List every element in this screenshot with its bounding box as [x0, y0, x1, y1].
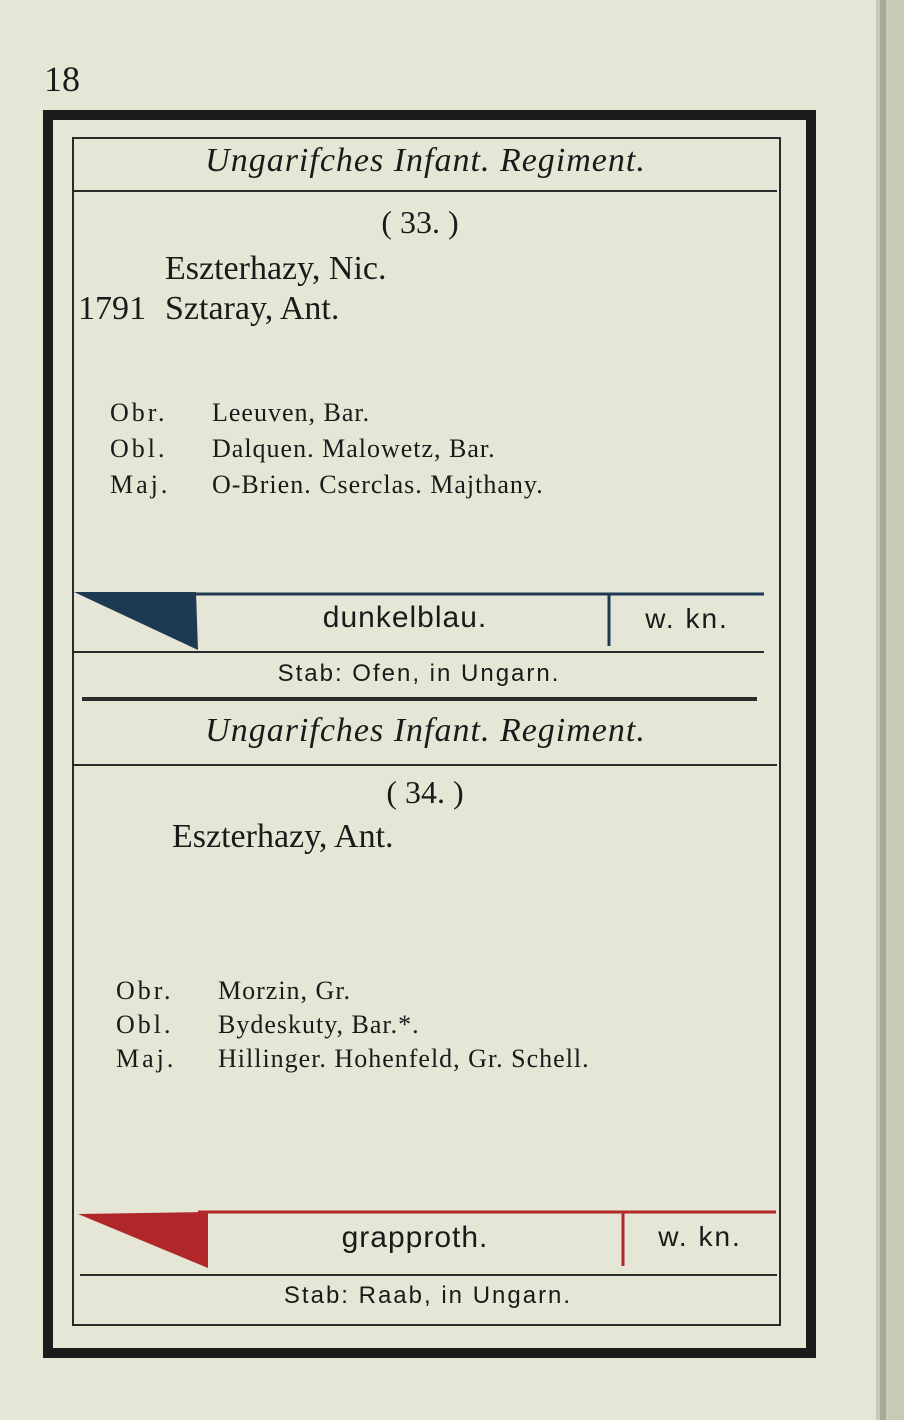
- inhaber-name: Sztaray, Ant.: [165, 290, 340, 327]
- regiment-number: ( 33. ): [381, 204, 459, 240]
- button-type: w. kn.: [658, 1221, 742, 1252]
- facing-color-swatch: [74, 592, 198, 650]
- stab-location: Stab: Ofen, in Ungarn.: [277, 660, 561, 687]
- facing-color-name: grapproth.: [341, 1221, 489, 1254]
- divider: [74, 764, 777, 766]
- button-type: w. kn.: [645, 603, 729, 634]
- divider: [74, 651, 764, 653]
- officer-rank: Maj.: [116, 1044, 177, 1073]
- officer-names: Dalquen. Malowetz, Bar.: [212, 434, 496, 463]
- officer-names: Leeuven, Bar.: [212, 398, 371, 427]
- regiment-number: ( 34. ): [386, 774, 464, 810]
- section-divider: [82, 697, 757, 701]
- divider: [80, 1274, 777, 1276]
- officer-names: O-Brien. Cserclas. Majthany.: [212, 470, 544, 499]
- regiment-header: Ungarifches Infant. Regiment.: [205, 142, 646, 179]
- inhaber-name: Eszterhazy, Nic.: [165, 250, 387, 287]
- page-number: 18: [44, 59, 80, 99]
- facing-color-swatch: [78, 1212, 208, 1268]
- officer-names: Morzin, Gr.: [218, 976, 352, 1005]
- officer-names: Hillinger. Hohenfeld, Gr. Schell.: [218, 1044, 590, 1073]
- inhaber-name: Eszterhazy, Ant.: [172, 818, 394, 855]
- inhaber-year: 1791: [78, 290, 146, 327]
- officer-rank: Maj.: [110, 470, 171, 499]
- regiment-header: Ungarifches Infant. Regiment.: [205, 712, 646, 749]
- facing-color-name: dunkelblau.: [322, 601, 488, 634]
- officer-rank: Obr.: [116, 976, 174, 1005]
- officer-rank: Obl.: [110, 434, 168, 463]
- officer-rank: Obr.: [110, 398, 168, 427]
- gutter-shadow: [880, 0, 886, 1420]
- stab-location: Stab: Raab, in Ungarn.: [283, 1282, 573, 1309]
- officer-rank: Obl.: [116, 1010, 174, 1039]
- officer-names: Bydeskuty, Bar.*.: [218, 1010, 420, 1039]
- divider: [74, 190, 777, 192]
